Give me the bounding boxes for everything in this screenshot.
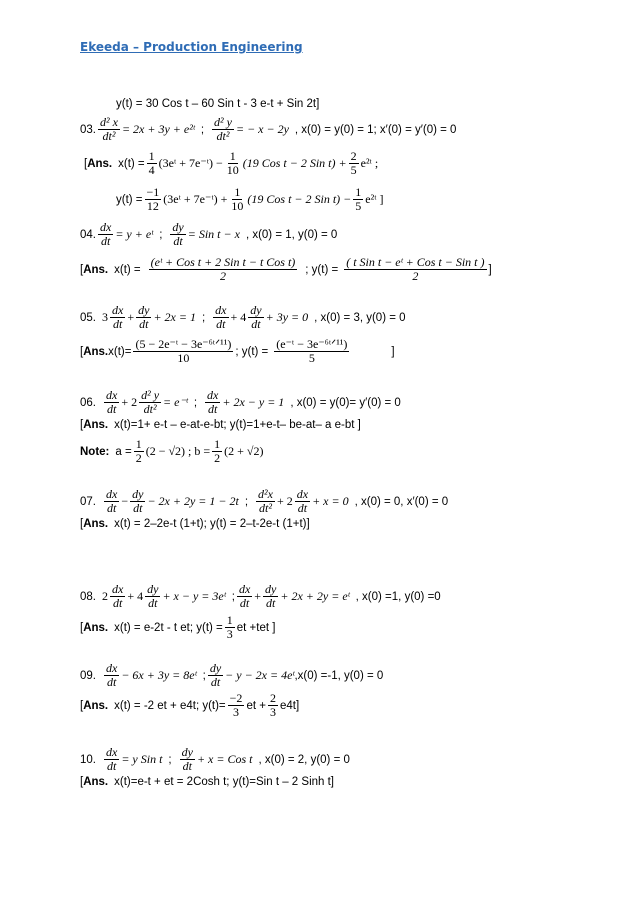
p07-ans-label: Ans. [83, 518, 109, 530]
p09-ans-y-frac2: $\frac{2}{3}$ [269, 691, 276, 719]
p03-eq2-rhs: = − x − 2y [235, 122, 289, 136]
p06-note-b-frac: $\frac{1}{2}$ [214, 437, 221, 465]
p06-equation: 06. $\frac{dx}{dt}$ + 2 $\frac{\text{d² y}}{\text{dt²}}$ = e⁻ᵗ ; $\frac{dx}{dt}$ + 2x − y = 1 , x(0) = y(0)= y′(0) = 0 [80, 388, 401, 416]
p07-eq2-frac2: $\frac{dx}{dt}$ [296, 487, 309, 515]
p10-ans-label: Ans. [83, 776, 109, 788]
p08-equation: 08. 2 $\frac{dx}{dt}$ + 4 $\frac{dy}{dt}$ + x − y = 3eᵗ ; $\frac{dx}{dt}$ + $\frac{dy}{dt}$ + 2x + 2y = eᵗ , x(0) =1, y(0) =0 [80, 582, 441, 610]
p05-answer: [ Ans. x(t)= $\frac{\text{(5 − 2e⁻ᵗ − 3e⁻⁶ᵗᐟ¹¹)}}{10}$ ; y(t) = $\frac{\text{(e⁻ᵗ − 3e⁻⁶ᵗᐟ¹¹)}}{5}$ ] [80, 337, 395, 365]
p08-ans-y-frac: $\frac{1}{3}$ [226, 613, 233, 641]
p04-ans-y-frac: $\frac{\text{( t Sin t − eᵗ + Cos t − Sin t )}}{2}$ [346, 255, 485, 283]
p05-eq1-frac1: $\frac{dx}{dt}$ [112, 303, 124, 331]
p04-answer: [ Ans. x(t) = $\frac{\text{(eᵗ + Cos t + 2 Sin t − t Cos t)}}{2}$ ; y(t) = $\frac{\text{( t Sin t − eᵗ + Cos t − Sin t )}}{2}$ ] [80, 255, 492, 283]
p07-eq2-frac1: $\frac{\text{d²x}}{\text{dt²}}$ [258, 487, 273, 515]
p06-answer: [ Ans. x(t)=1+ e-t – e-at-e-bt; y(t)=1+e-t– be-at– a e-bt ] [80, 419, 361, 431]
p05-eq1-frac2: $\frac{dy}{dt}$ [138, 303, 150, 331]
p03-eq1-rhs: = 2x + 3y + e²ᵗ [121, 122, 195, 136]
p09-ans-label: Ans. [83, 699, 109, 712]
p07-ans-text: x(t) = 2–2e-t (1+t); y(t) = 2–t-2e-t (1+t)] [114, 518, 310, 530]
p03-pre-line-text: y(t) = 30 Cos t – 60 Sin t - 3 e-t + Sin 2t] [116, 98, 320, 110]
p03-ans-x-frac2: $\frac{1}{10}$ [226, 149, 239, 177]
p05-number: 05. [80, 311, 96, 324]
p05-ans-x-frac: $\frac{\text{(5 − 2e⁻ᵗ − 3e⁻⁶ᵗᐟ¹¹)}}{10}$ [135, 337, 232, 365]
p08-eq1-frac2: $\frac{dy}{dt}$ [147, 582, 159, 610]
p03-ans-y-frac1: $\frac{-1}{12}$ [146, 185, 160, 213]
p04-equation: 04. $\frac{dx}{dt}$ = y + eᵗ ; $\frac{dy}{dt}$ = Sin t − x , x(0) = 1, y(0) = 0 [80, 220, 338, 248]
p06-note-label: Note: [80, 445, 110, 458]
p05-ans-label: Ans. [83, 345, 109, 358]
p06-eq1-frac1: $\frac{dx}{dt}$ [106, 388, 118, 416]
p10-ans-text: x(t)=e-t + et = 2Cosh t; y(t)=Sin t – 2 Sinh t] [114, 776, 335, 788]
p10-number: 10. [80, 753, 96, 766]
p07-conditions: , x(0) = 0, x′(0) = 0 [354, 495, 449, 508]
p03-ans-y-frac2: $\frac{1}{10}$ [231, 185, 244, 213]
p06-note: Note: a = $\frac{1}{2}$ (2 − √2) ; b = $\frac{1}{2}$ (2 + √2) [80, 437, 264, 465]
p03-conditions: , x(0) = y(0) = 1; x′(0) = y′(0) = 0 [294, 123, 457, 136]
p04-ans-label: Ans. [83, 263, 109, 276]
p10-answer: [ Ans. x(t)=e-t + et = 2Cosh t; y(t)=Sin t – 2 Sinh t] [80, 776, 335, 788]
p09-eq1-frac: $\frac{dx}{dt}$ [106, 661, 118, 689]
p10-conditions: , x(0) = 2, y(0) = 0 [258, 753, 350, 766]
p03-ans-label: Ans. [87, 157, 113, 170]
p06-ans-label: Ans. [83, 419, 109, 431]
p04-eq2-frac: $\frac{dy}{dt}$ [172, 220, 184, 248]
p09-answer: [ Ans. x(t) = -2 et + e4t; y(t)= $\frac{-2}{3}$ et + $\frac{2}{3}$ e4t] [80, 691, 300, 719]
p03-eq2-frac: $\frac{\text{d² y}}{\text{dt²}}$ [214, 115, 232, 143]
p03-pre-line [116, 98, 319, 110]
p03-answer-x: [ Ans. x(t) = $\frac{1}{4}$ (3eᵗ + 7e⁻ᵗ) − $\frac{1}{10}$ (19 Cos t − 2 Sin t) + $\frac{2}{5}$ e²ᵗ ; [84, 149, 379, 177]
p05-conditions: , x(0) = 3, y(0) = 0 [314, 311, 406, 324]
p08-eq1-frac1: $\frac{dx}{dt}$ [112, 582, 124, 610]
p08-conditions: , x(0) =1, y(0) =0 [355, 590, 441, 603]
p06-note-a-frac: $\frac{1}{2}$ [135, 437, 142, 465]
p05-equation: 05. 3 $\frac{dx}{dt}$ + $\frac{dy}{dt}$ + 2x = 1 ; $\frac{dx}{dt}$ + 4 $\frac{dy}{dt}$ + 3y = 0 , x(0) = 3, y(0) = 0 [80, 303, 406, 331]
p06-eq1-frac2: $\frac{\text{d² y}}{\text{dt²}}$ [141, 388, 160, 416]
p08-eq2-frac1: $\frac{dx}{dt}$ [238, 582, 251, 610]
p09-number: 09. [80, 669, 96, 682]
p07-number: 07. [80, 495, 96, 508]
p03-ans-x-frac3: $\frac{2}{5}$ [350, 149, 357, 177]
document-header: Ekeeda – Production Engineering [80, 40, 303, 54]
p07-eq1-frac1: $\frac{dx}{dt}$ [106, 487, 118, 515]
p03-equation [80, 116, 456, 143]
p06-eq2-frac: $\frac{dx}{dt}$ [207, 388, 219, 416]
p09-eq2-frac: $\frac{dy}{dt}$ [209, 661, 222, 689]
p07-answer: [ Ans. x(t) = 2–2e-t (1+t); y(t) = 2–t-2e-t (1+t)] [80, 518, 310, 530]
p03-eq1-frac: $\frac{\text{d² x}}{\text{dt²}}$ [100, 115, 118, 143]
p10-eq1-frac: $\frac{dx}{dt}$ [106, 745, 118, 773]
p07-eq1-frac2: $\frac{dy}{dt}$ [132, 487, 144, 515]
p09-conditions: ,x(0) =-1, y(0) = 0 [294, 669, 384, 682]
p05-ans-y-frac: $\frac{\text{(e⁻ᵗ − 3e⁻⁶ᵗᐟ¹¹)}}{5}$ [276, 337, 348, 365]
p06-number: 06. [80, 396, 96, 409]
p09-ans-y-frac1: $\frac{-2}{3}$ [229, 691, 243, 719]
p08-ans-label: Ans. [83, 621, 109, 634]
p10-equation: 10. $\frac{dx}{dt}$ = y Sin t ; $\frac{dy}{dt}$ + x = Cos t , x(0) = 2, y(0) = 0 [80, 745, 350, 773]
p04-number: 04. [80, 228, 96, 241]
p05-eq2-frac1: $\frac{dx}{dt}$ [215, 303, 227, 331]
p03-ans-y-frac3: $\frac{1}{5}$ [355, 185, 362, 213]
p03-ans-x-frac1: $\frac{1}{4}$ [148, 149, 155, 177]
p04-ans-x-frac: $\frac{\text{(eᵗ + Cos t + 2 Sin t − t Cos t)}}{2}$ [150, 255, 296, 283]
p06-ans-text: x(t)=1+ e-t – e-at-e-bt; y(t)=1+e-t– be-at– a e-bt ] [114, 419, 361, 431]
p04-conditions: , x(0) = 1, y(0) = 0 [245, 228, 338, 241]
p06-conditions: , x(0) = y(0)= y′(0) = 0 [290, 396, 401, 409]
p10-eq2-frac: $\frac{dy}{dt}$ [181, 745, 193, 773]
p03-answer-y: y(t) = $\frac{-1}{12}$ (3eᵗ + 7e⁻ᵗ) + $\frac{1}{10}$ (19 Cos t − 2 Sin t) − $\frac{1}{5}$ e²ᵗ ] [116, 185, 384, 213]
p08-answer: [ Ans. x(t) = e-2t - t et; y(t) = $\frac{1}{3}$ et +tet ] [80, 613, 276, 641]
p04-eq1-frac: $\frac{dx}{dt}$ [100, 220, 112, 248]
p05-eq2-frac2: $\frac{dy}{dt}$ [250, 303, 262, 331]
p09-equation: 09. $\frac{dx}{dt}$ − 6x + 3y = 8eᵗ ; $\frac{dy}{dt}$ − y − 2x = 4eᵗ ,x(0) =-1, y(0) = 0 [80, 661, 384, 689]
p08-number: 08. [80, 590, 96, 603]
p03-sep: ; [200, 123, 205, 136]
p03-number: 03. [80, 123, 96, 136]
p08-eq2-frac2: $\frac{dy}{dt}$ [265, 582, 277, 610]
p07-equation: 07. $\frac{dx}{dt}$ − $\frac{dy}{dt}$ − 2x + 2y = 1 − 2t ; $\frac{\text{d²x}}{\text{dt²}}$ + 2 $\frac{dx}{dt}$ + x = 0 , x(0) = 0, x′(0) = 0 [80, 487, 449, 515]
